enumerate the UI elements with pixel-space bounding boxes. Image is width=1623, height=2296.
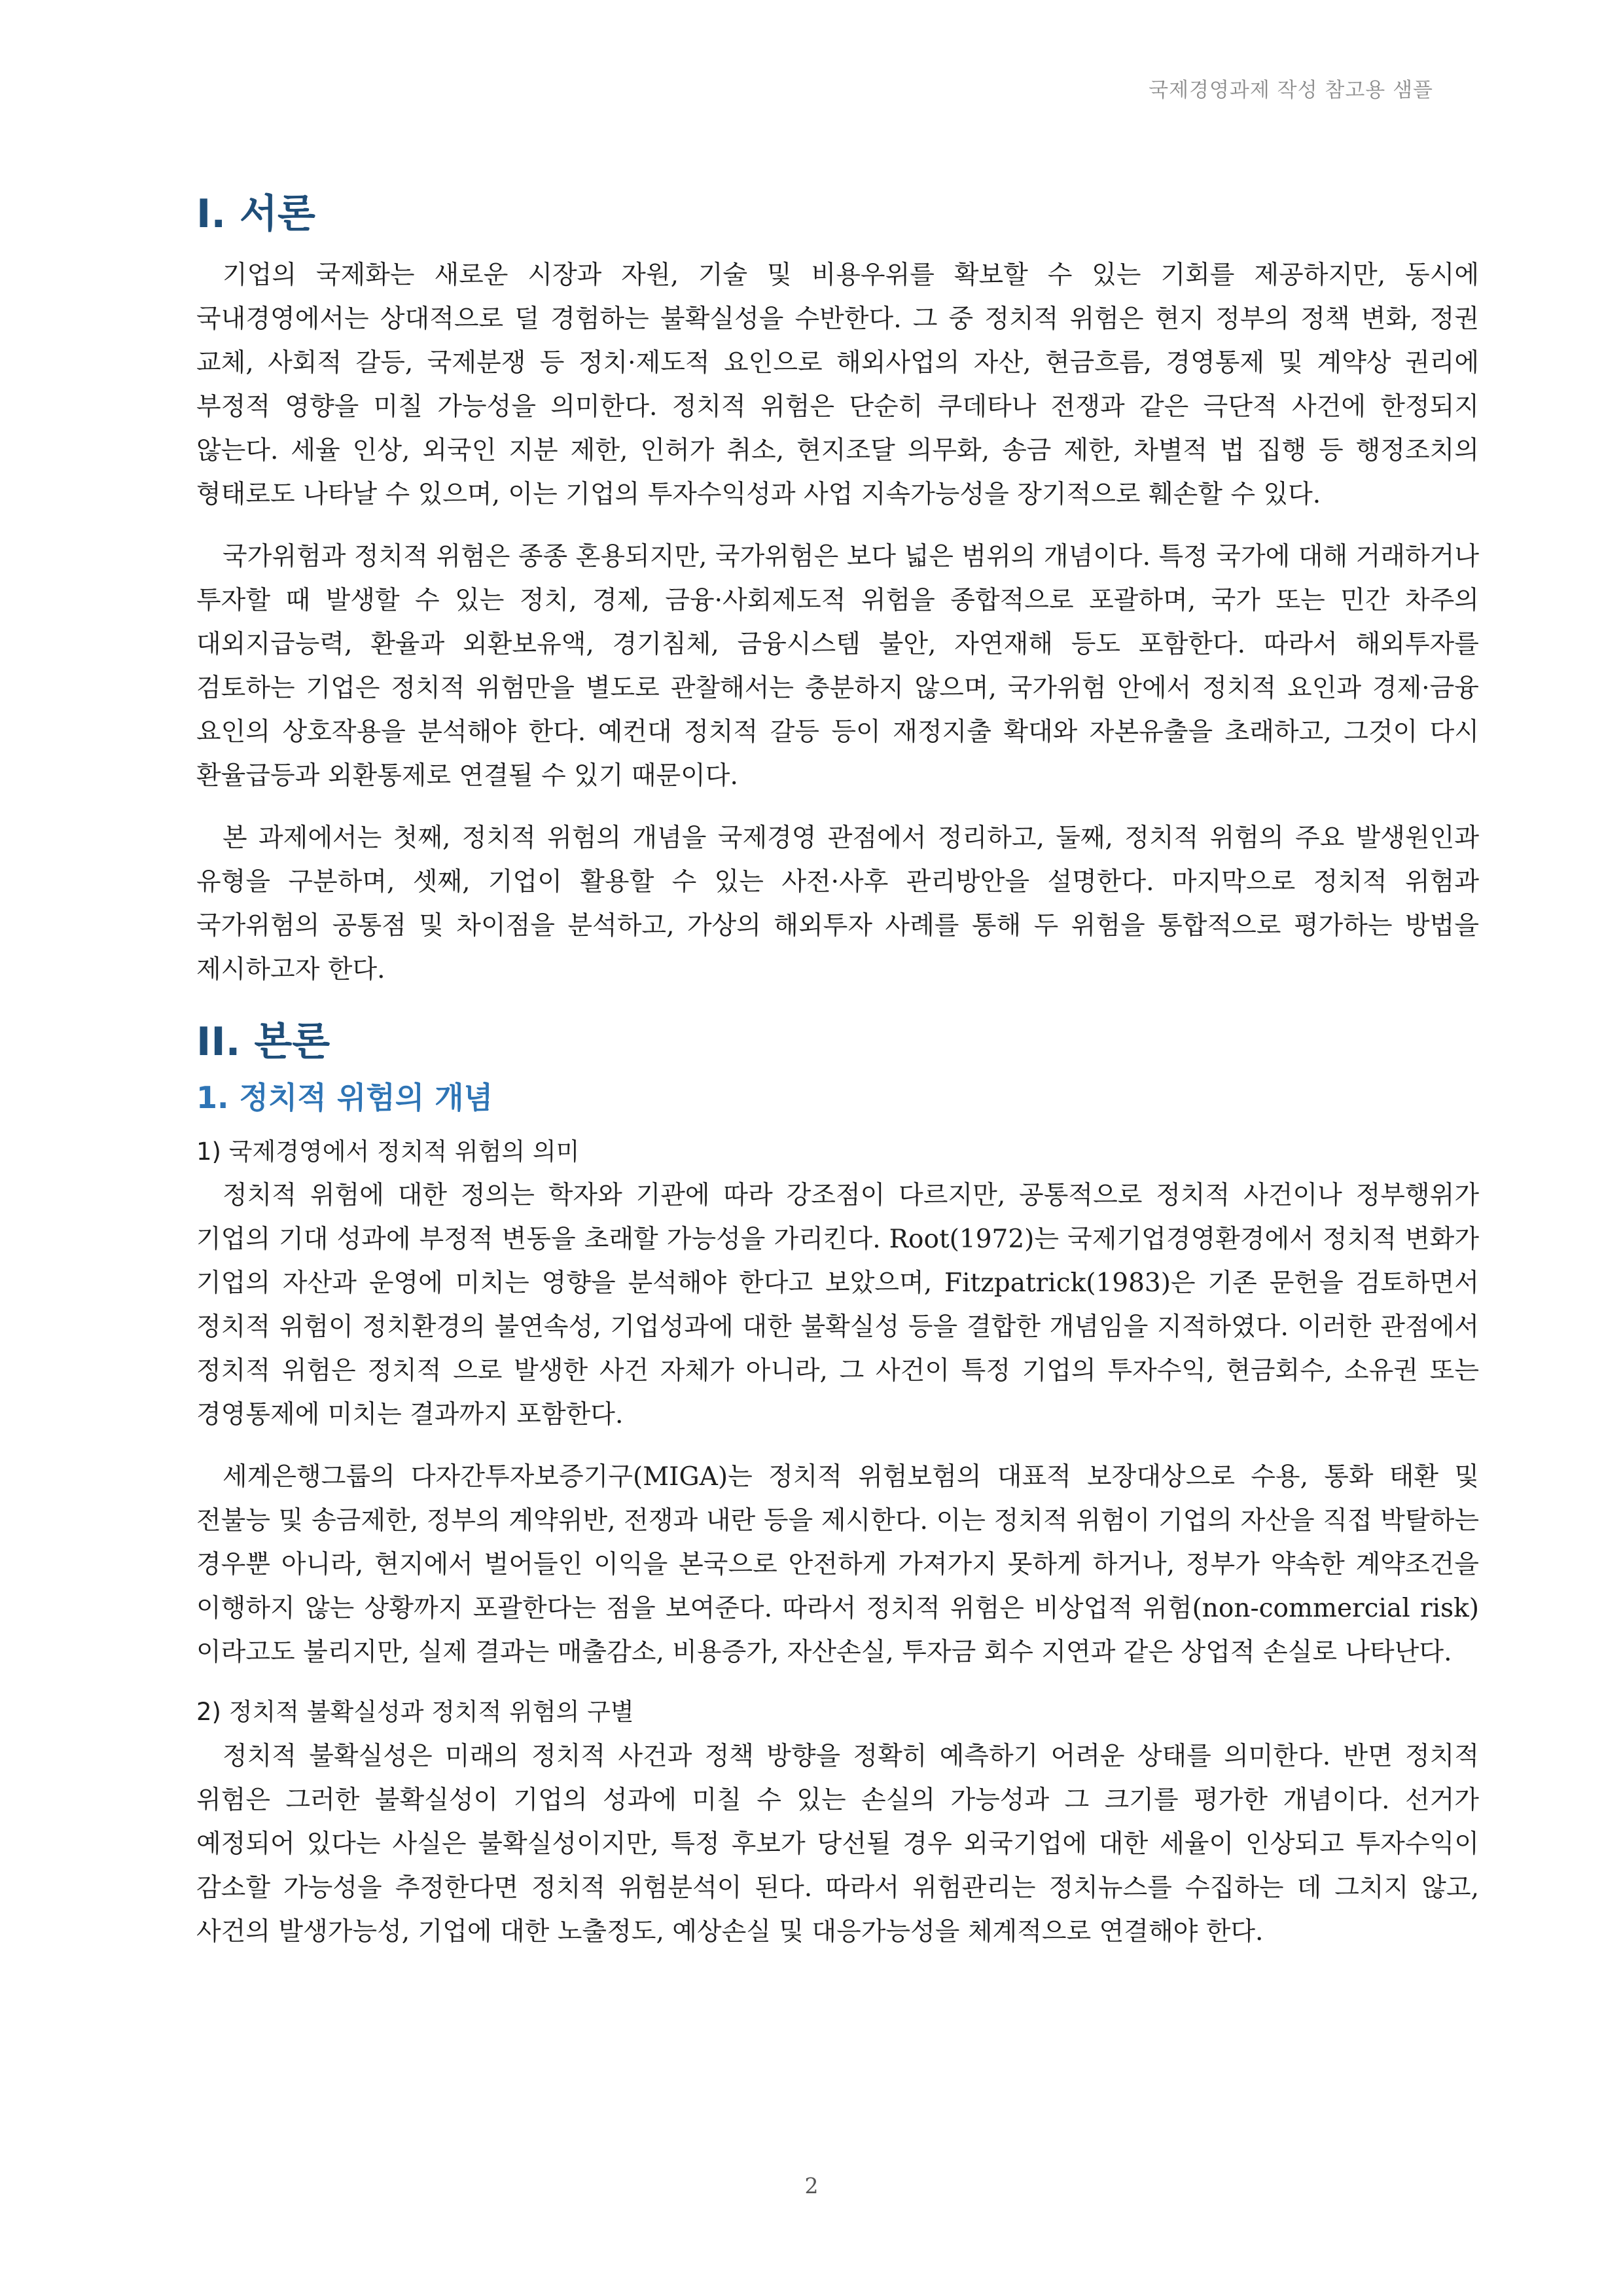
paragraph: 국가위험과 정치적 위험은 종종 혼용되지만, 국가위험은 보다 넓은 범위의 개념이다. 특정 국가에 대해 거래하거나 투자할 때 발생할 수 있는 정치, 경제, 금융·사회제도적 위험을 종합적으로 포괄하며, 국가 또는 민간 차주의 대외지급능력, 환율과 외환보유액, 경기침체, 금융시스템 불안, 자연재해 등도 포함한다. 따라서 해외투자를 검토하는 기업은 정치적 위험만을 별도로 관찰해서는 충분하지 않으며, 국가위험 안에서 정치적 요인과 경제·금융 요인의 상호작용을 분석해야 한다. 예컨대 정치적 갈등 등이 재정지출 확대와 자본유출을 초래하고, 그것이 다시 환율급등과 외환통제로 연결될 수 있기 때문이다. — [196, 542, 1479, 791]
page-body — [196, 190, 1479, 1972]
section-heading-introduction: I. 서론 — [196, 191, 315, 237]
paragraph: 기업의 국제화는 새로운 시장과 자원, 기술 및 비용우위를 확보할 수 있는 기회를 제공하지만, 동시에 국내경영에서는 상대적으로 덜 경험하는 불확실성을 수반한다. 그 중 정치적 위험은 현지 정부의 정책 변화, 정권 교체, 사회적 갈등, 국제분쟁 등 정치·제도적 요인으로 해외사업의 자산, 현금흐름, 경영통제 및 계약상 권리에 부정적 영향을 미칠 가능성을 의미한다. 정치적 위험은 단순히 쿠데타나 전쟁과 같은 극단적 사건에 한정되지 않는다. 세율 인상, 외국인 지분 제한, 인허가 취소, 현지조달 의무화, 송금 제한, 차별적 법 집행 등 행정조치의 형태로도 나타날 수 있으며, 이는 기업의 투자수익성과 사업 지속가능성을 장기적으로 훼손할 수 있다. — [196, 260, 1479, 509]
paragraph: 세계은행그룹의 다자간투자보증기구(MIGA)는 정치적 위험보험의 대표적 보장대상으로 수용, 통화 태환 및 전불능 및 송금제한, 정부의 계약위반, 전쟁과 내란 등을 제시한다. 이는 정치적 위험이 기업의 자산을 직접 박탈하는 경우뿐 아니라, 현지에서 벌어들인 이익을 본국으로 안전하게 가져가지 못하게 하거나, 정부가 약속한 계약조건을 이행하지 않는 상황까지 포괄한다는 점을 보여준다. 따라서 정치적 위험은 비상업적 위험(non-commercial risk)이라고도 불리지만, 실제 결과는 매출감소, 비용증가, 자산손실, 투자금 회수 지연과 같은 상업적 손실로 나타난다. — [196, 1462, 1479, 1668]
page-number: 2 — [804, 2173, 819, 2198]
paragraph: 정치적 위험에 대한 정의는 학자와 기관에 따라 강조점이 다르지만, 공통적으로 정치적 사건이나 정부행위가 기업의 기대 성과에 부정적 변동을 초래할 가능성을 가리킨다. Root(1972)는 국제기업경영환경에서 정치적 변화가 기업의 자산과 운영에 미치는 영향을 분석해야 한다고 보았으며, Fitzpatrick(1983)은 기존 문헌을 검토하면서 정치적 위험이 정치환경의 불연속성, 기업성과에 대한 불확실성 등을 결합한 개념임을 지적하였다. 이러한 관점에서 정치적 위험은 정치적 으로 발생한 사건 자체가 아니라, 그 사건이 특정 기업의 투자수익, 현금회수, 소유권 또는 경영통제에 미치는 결과까지 포함한다. — [196, 1181, 1479, 1430]
paragraph: 정치적 불확실성은 미래의 정치적 사건과 정책 방향을 정확히 예측하기 어려운 상태를 의미한다. 반면 정치적 위험은 그러한 불확실성이 기업의 성과에 미칠 수 있는 손실의 가능성과 그 크기를 평가한 개념이다. 선거가 예정되어 있다는 사실은 불확실성이지만, 특정 후보가 당선될 경우 외국기업에 대한 세율이 인상되고 투자수익이 감소할 가능성을 추정한다면 정치적 위험분석이 된다. 따라서 위험관리는 정치뉴스를 수집하는 데 그치지 않고, 사건의 발생가능성, 기업에 대한 노출정도, 예상손실 및 대응가능성을 체계적으로 연결해야 한다. — [196, 1741, 1479, 1946]
paragraph: 본 과제에서는 첫째, 정치적 위험의 개념을 국제경영 관점에서 정리하고, 둘째, 정치적 위험의 주요 발생원인과 유형을 구분하며, 셋째, 기업이 활용할 수 있는 사전·사후 관리방안을 설명한다. 마지막으로 정치적 위험과 국가위험의 공통점 및 차이점을 분석하고, 가상의 해외투자 사례를 통해 두 위험을 통합적으로 평가하는 방법을 제시하고자 한다. — [196, 823, 1479, 984]
section-heading-main-body: II. 본론 — [196, 1019, 330, 1065]
running-header: 국제경영과제 작성 참고용 샘플 — [1149, 79, 1433, 102]
subsubsection-heading: 1) 국제경영에서 정치적 위험의 의미 — [196, 1137, 580, 1166]
subsection-heading: 1. 정치적 위험의 개념 — [196, 1080, 493, 1115]
subsubsection-heading: 2) 정치적 불확실성과 정치적 위험의 구별 — [196, 1698, 634, 1727]
